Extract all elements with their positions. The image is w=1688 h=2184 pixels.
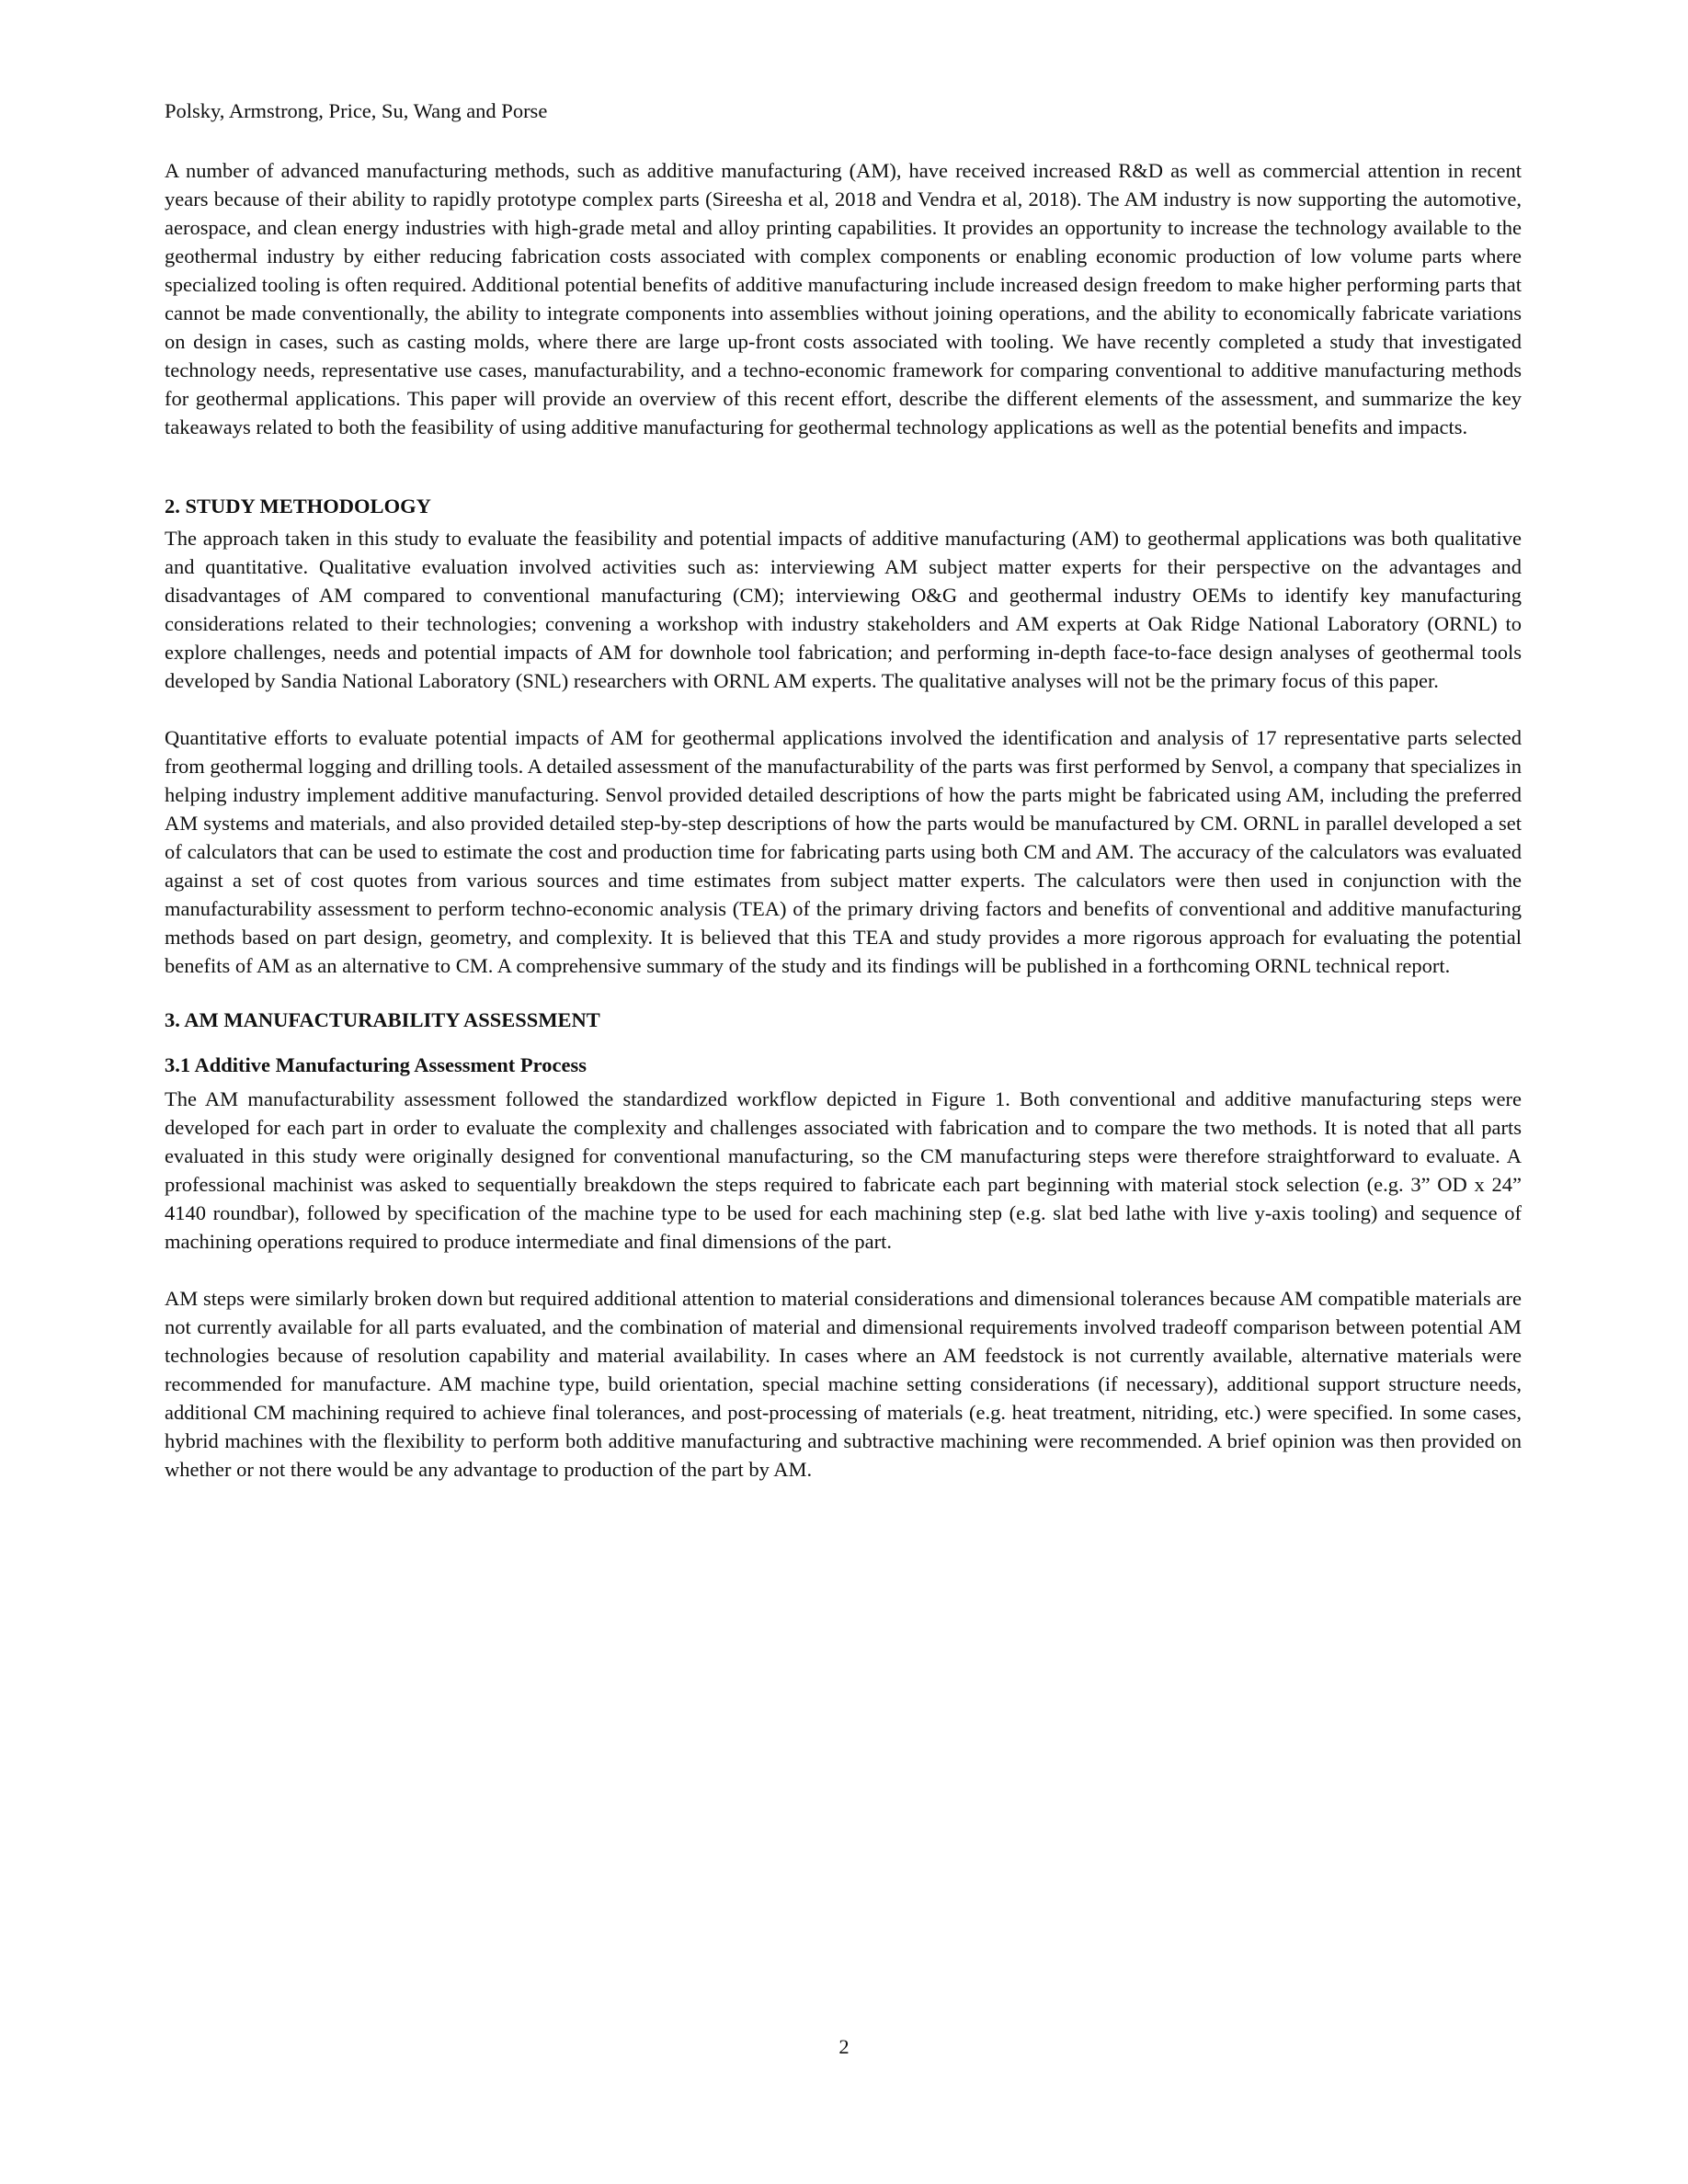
section-2-heading: 2. STUDY METHODOLOGY [165,495,431,518]
section-2-paragraph-1: The approach taken in this study to evaluate the feasibility and potential impacts of additive manufacturing (AM) to geothermal applications was both qualitative and quantitative. Qualitative evaluation involved activities such as: interviewing AM subject matter experts for their perspective on the advantages and disadvantages of AM compared to conventional manufacturing (CM); interviewing O&G and geothermal industry OEMs to identify key manufacturing considerations related to their technologies; convening a workshop with industry stakeholders and AM experts at Oak Ridge National Laboratory (ORNL) to explore challenges, needs and potential impacts of AM for downhole tool fabrication; and performing in-depth face-to-face design analyses of geothermal tools developed by Sandia National Laboratory (SNL) researchers with ORNL AM experts. The qualitative analyses will not be the primary focus of this paper. [165,527,1522,692]
page-body [165,97,1522,1484]
intro-paragraph: A number of advanced manufacturing methods, such as additive manufacturing (AM), have received increased R&D as well as commercial attention in recent years because of their ability to rapidly prototype complex parts (Sireesha et al, 2018 and Vendra et al, 2018). The AM industry is now supporting the automotive, aerospace, and clean energy industries with high-grade metal and alloy printing capabilities. It provides an opportunity to increase the technology available to the geothermal industry by either reducing fabrication costs associated with complex components or enabling economic production of low volume parts where specialized tooling is often required. Additional potential benefits of additive manufacturing include increased design freedom to make higher performing parts that cannot be made conventionally, the ability to integrate components into assemblies without joining operations, and the ability to economically fabricate variations on design in cases, such as casting molds, where there are large up-front costs associated with tooling. We have recently completed a study that investigated technology needs, representative use cases, manufacturability, and a techno-economic framework for comparing conventional to additive manufacturing methods for geothermal applications. This paper will provide an overview of this recent effort, describe the different elements of the assessment, and summarize the key takeaways related to both the feasibility of using additive manufacturing for geothermal technology applications as well as the potential benefits and impacts. [165,159,1522,438]
section-3-1-subheading: 3.1 Additive Manufacturing Assessment Process [165,1053,587,1076]
section-3-paragraph-1: The AM manufacturability assessment followed the standardized workflow depicted in Figure 1. Both conventional and additive manufacturing steps were developed for each part in order to evaluate the complexity and challenges associated with fabrication and to compare the two methods. It is noted that all parts evaluated in this study were originally designed for conventional manufacturing, so the CM manufacturing steps were therefore straightforward to evaluate. A professional machinist was asked to sequentially breakdown the steps required to fabricate each part beginning with material stock selection (e.g. 3” OD x 24” 4140 roundbar), followed by specification of the machine type to be used for each machining step (e.g. slat bed lathe with live y-axis tooling) and sequence of machining operations required to produce intermediate and final dimensions of the part. [165,1087,1522,1253]
running-head: Polsky, Armstrong, Price, Su, Wang and Porse [165,99,548,122]
section-3-heading: 3. AM MANUFACTURABILITY ASSESSMENT [165,1008,600,1031]
section-2-paragraph-2: Quantitative efforts to evaluate potential impacts of AM for geothermal applications involved the identification and analysis of 17 representative parts selected from geothermal logging and drilling tools. A detailed assessment of the manufacturability of the parts was first performed by Senvol, a company that specializes in helping industry implement additive manufacturing. Senvol provided detailed descriptions of how the parts might be fabricated using AM, including the preferred AM systems and materials, and also provided detailed step-by-step descriptions of how the parts would be manufactured by CM. ORNL in parallel developed a set of calculators that can be used to estimate the cost and production time for fabricating parts using both CM and AM. The accuracy of the calculators was evaluated against a set of cost quotes from various sources and time estimates from subject matter experts. The calculators were then used in conjunction with the manufacturability assessment to perform techno-economic analysis (TEA) of the primary driving factors and benefits of conventional and additive manufacturing methods based on part design, geometry, and complexity. It is believed that this TEA and study provides a more rigorous approach for evaluating the potential benefits of AM as an alternative to CM. A comprehensive summary of the study and its findings will be published in a forthcoming ORNL technical report. [165,726,1522,977]
page-number: 2 [838,2035,850,2058]
section-3-paragraph-2: AM steps were similarly broken down but required additional attention to material considerations and dimensional tolerances because AM compatible materials are not currently available for all parts evaluated, and the combination of material and dimensional requirements involved tradeoff comparison between potential AM technologies because of resolution capability and material availability. In cases where an AM feedstock is not currently available, alternative materials were recommended for manufacture. AM machine type, build orientation, special machine setting considerations (if necessary), additional support structure needs, additional CM machining required to achieve final tolerances, and post-processing of materials (e.g. heat treatment, nitriding, etc.) were specified. In some cases, hybrid machines with the flexibility to perform both additive manufacturing and subtractive machining were recommended. A brief opinion was then provided on whether or not there would be any advantage to production of the part by AM. [165,1287,1522,1481]
